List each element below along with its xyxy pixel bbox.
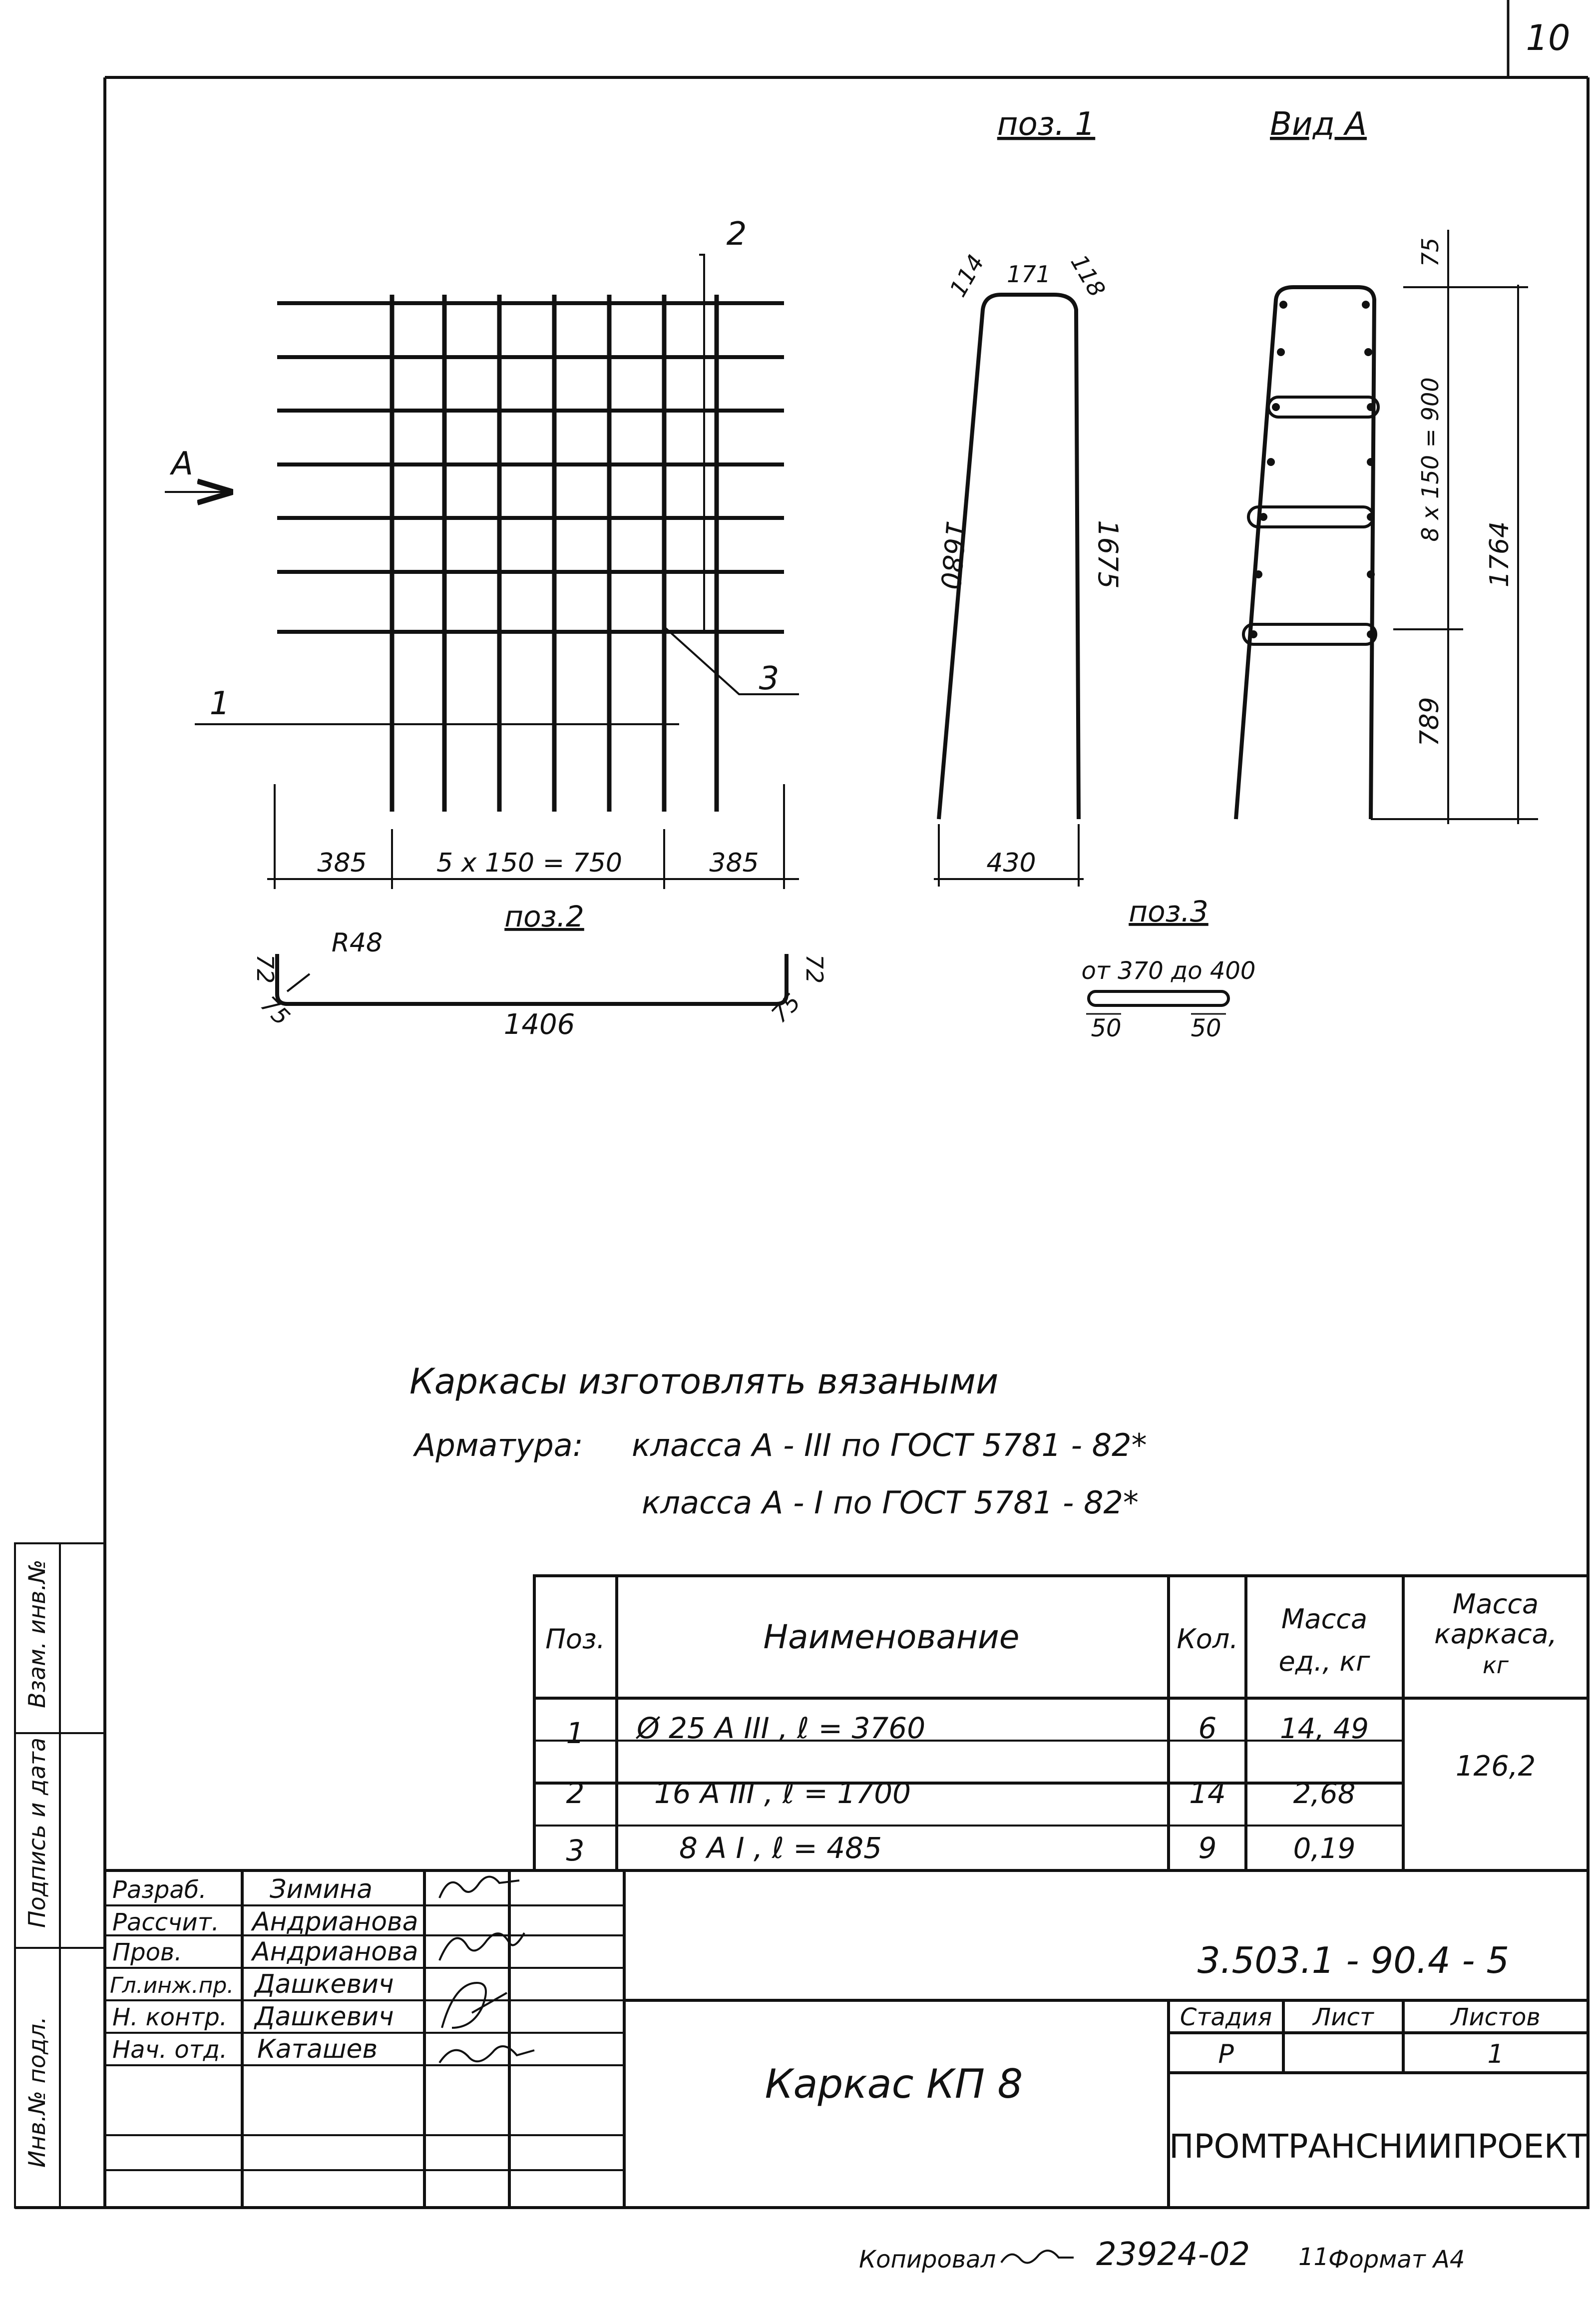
- pos1-frame: [934, 295, 1084, 887]
- pos2-length: 1406: [503, 1008, 575, 1041]
- note-line-1: Каркасы изготовлять вязаными: [409, 1361, 999, 1402]
- pos2-hook-right-h: 72: [801, 954, 828, 984]
- vid-a-bar-dots: [1249, 301, 1375, 638]
- role-name-4: Дашкевич: [255, 2002, 394, 2032]
- vid-a-dim-total: 1764: [1485, 521, 1515, 588]
- section-mark-3: 3: [759, 660, 780, 697]
- section-line-2: [699, 255, 704, 632]
- side-stamp-podpis: Подпись и дата: [23, 1737, 50, 1928]
- signature-0: [439, 1877, 519, 1898]
- spec-row-3-mass: 0,19: [1293, 1833, 1356, 1865]
- note-line-2: класса А - III по ГОСТ 5781 - 82*: [632, 1427, 1147, 1463]
- role-name-3: Дашкевич: [255, 1969, 394, 1999]
- role-name-0: Зимина: [270, 1874, 373, 1904]
- view-arrow-label: А: [171, 446, 193, 482]
- spec-header-unit-mass-2: ед., кг: [1278, 1646, 1370, 1677]
- sheets-label: Листов: [1451, 2003, 1541, 2031]
- pos2-hook-left-w: 75: [255, 990, 296, 1031]
- spec-row-3-name: 8 А I , ℓ = 485: [679, 1831, 882, 1865]
- spec-row-1-mass: 14, 49: [1279, 1713, 1369, 1745]
- pos2-title: поз.2: [504, 900, 584, 933]
- spec-header-unit-mass-1: Масса: [1281, 1603, 1368, 1635]
- footer-signature: [1001, 2251, 1074, 2263]
- spec-header-frame-mass-3: кг: [1483, 1652, 1509, 1679]
- mesh-horizontal-bars: [277, 303, 784, 632]
- vid-a-dim-top: 75: [1417, 237, 1444, 267]
- spec-row-2-qty: 14: [1189, 1776, 1226, 1810]
- pos3-shape: [1086, 991, 1228, 1014]
- spec-row-1-qty: 6: [1198, 1711, 1217, 1745]
- sheets-value: 1: [1487, 2039, 1504, 2069]
- spec-row-2-mass: 2,68: [1293, 1778, 1356, 1810]
- mesh-dim-middle: 5 x 150 = 750: [436, 848, 623, 878]
- side-stamp-vzam: Взам. инв.№: [23, 1559, 50, 1708]
- doc-title: Каркас КП 8: [765, 2061, 1023, 2107]
- role-0: Разраб.: [112, 1876, 207, 1904]
- spec-row-1-name: Ø 25 А III , ℓ = 3760: [637, 1711, 926, 1745]
- pos2-radius: R48: [331, 928, 383, 958]
- role-name-5: Каташев: [257, 2034, 378, 2064]
- role-name-1: Андрианова: [252, 1907, 418, 1937]
- spec-row-1-pos: 1: [566, 1716, 585, 1750]
- spec-row-1: [566, 1711, 1369, 1750]
- pos1-dim-top-left: 114: [944, 250, 990, 302]
- vid-a-title: Вид А: [1270, 106, 1367, 143]
- pos3-left: 50: [1091, 1014, 1122, 1042]
- pos2-bar: [277, 954, 787, 1004]
- pos1-title: поз. 1: [997, 106, 1096, 143]
- spec-header-qty: Кол.: [1177, 1623, 1238, 1655]
- stage-value: Р: [1218, 2039, 1234, 2069]
- spec-header-frame-mass-2: каркаса,: [1434, 1618, 1557, 1650]
- pos1-dim-top-right: 118: [1065, 250, 1111, 302]
- signature-2: [442, 1983, 507, 2028]
- footer-format: Формат А4: [1328, 2246, 1465, 2274]
- spec-row-2: [566, 1776, 1356, 1810]
- doc-code: 3.503.1 - 90.4 - 5: [1197, 1939, 1510, 1981]
- pos1-dim-top-mid: 171: [1007, 261, 1051, 288]
- spec-row-2-name: 16 А III , ℓ = 1700: [654, 1776, 911, 1810]
- pos1-dim-base: 430: [986, 848, 1036, 878]
- pos1-dim-right-leg: 1675: [1092, 520, 1124, 589]
- vid-a-dim-spacing: 8 x 150 = 900: [1417, 377, 1444, 542]
- mesh-dim-right: 385: [709, 848, 759, 878]
- spec-header-pos: Поз.: [545, 1623, 605, 1655]
- signature-3: [439, 2046, 534, 2063]
- title-block-roles: [110, 1874, 418, 2064]
- mesh-vertical-bars: [392, 295, 717, 812]
- pos2-hook-right-w: 75: [766, 988, 806, 1028]
- pos3-right: 50: [1191, 1014, 1221, 1042]
- side-stamp-inv-podl: Инв.№ подл.: [23, 2016, 50, 2168]
- spec-row-3: [566, 1831, 1356, 1867]
- pos2-hook-left-h: 72: [252, 954, 279, 984]
- sheet-frame: [15, 0, 1588, 2208]
- note-line-3: класса А - I по ГОСТ 5781 - 82*: [642, 1484, 1139, 1521]
- pos1-dim-left-leg: 1680: [934, 519, 972, 591]
- role-4: Н. контр.: [112, 2003, 228, 2031]
- role-name-2: Андрианова: [252, 1937, 418, 1967]
- sheet-label: Лист: [1313, 2003, 1374, 2031]
- mesh-dim-left: 385: [317, 848, 367, 878]
- footer-number: 23924-02: [1096, 2236, 1250, 2273]
- section-mark-1: 1: [209, 685, 230, 722]
- role-5: Нач. отд.: [112, 2036, 228, 2064]
- mesh-plan-view: [165, 255, 799, 889]
- role-3: Гл.инж.пр.: [110, 1973, 234, 1998]
- section-mark-2: 2: [726, 216, 747, 253]
- footer-copied: Копировал: [859, 2246, 996, 2274]
- sheet-number: 10: [1526, 17, 1571, 58]
- pos3-range: от 370 до 400: [1081, 957, 1256, 985]
- spec-row-3-qty: 9: [1198, 1831, 1217, 1865]
- pos3-title: поз.3: [1129, 895, 1208, 928]
- vid-a-dim-bottom: 789: [1415, 697, 1445, 747]
- spec-header-frame-mass-1: Масса: [1452, 1588, 1539, 1620]
- role-2: Пров.: [112, 1938, 182, 1966]
- spec-frame-mass: 126,2: [1455, 1750, 1536, 1783]
- stage-label: Стадия: [1180, 2003, 1272, 2031]
- footer-sheet: 11: [1298, 2243, 1329, 2271]
- note-line-2-label: Арматура:: [414, 1427, 583, 1463]
- spec-header-name: Наименование: [763, 1618, 1020, 1656]
- spec-row-2-pos: 2: [566, 1776, 585, 1810]
- org-name: ПРОМТРАНСНИИПРОЕКТ: [1169, 2127, 1588, 2166]
- spec-row-3-pos: 3: [566, 1834, 585, 1867]
- signature-1: [439, 1933, 524, 1960]
- role-1: Рассчит.: [112, 1908, 219, 1936]
